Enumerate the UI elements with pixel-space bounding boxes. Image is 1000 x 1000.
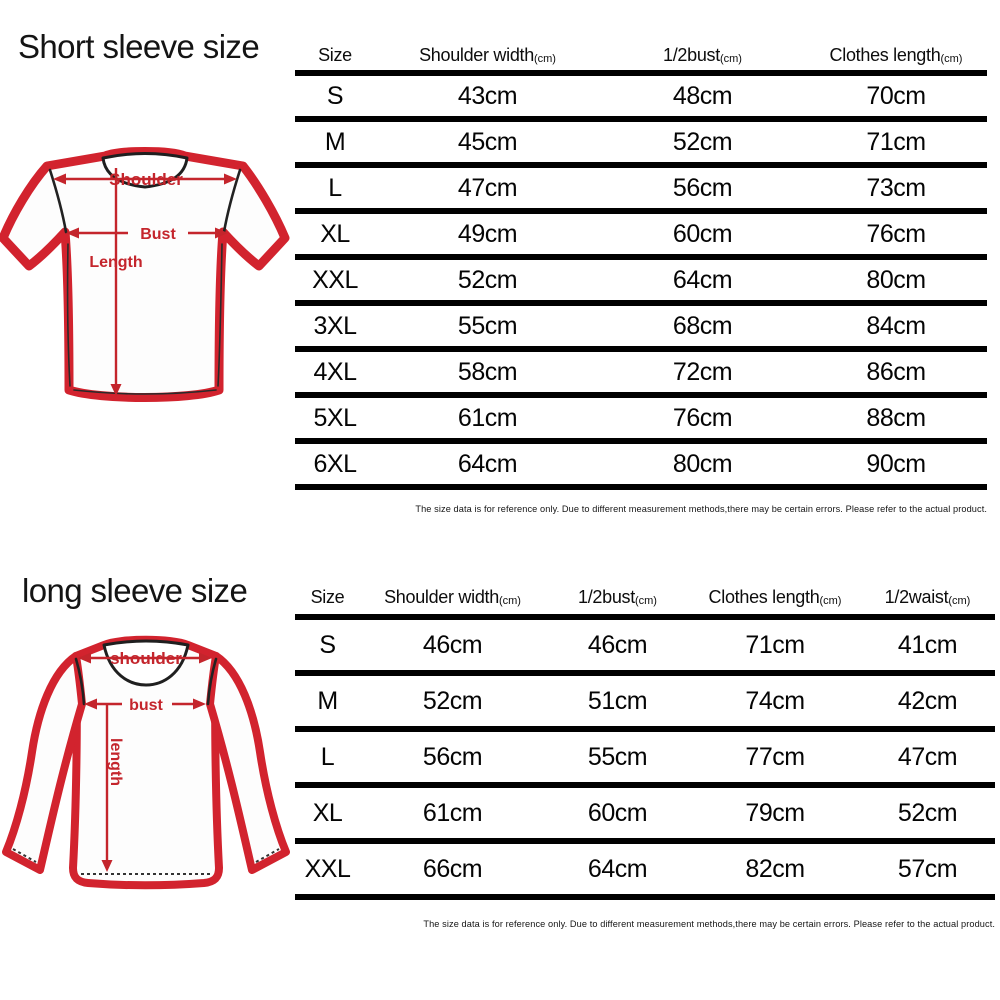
value-cell: 64cm xyxy=(672,265,733,294)
value-cell: 80cm xyxy=(672,449,733,478)
table-header-row xyxy=(295,580,995,620)
value-cell: 52cm xyxy=(897,798,958,827)
value-cell: 61cm xyxy=(457,403,518,432)
unit-suffix: (cm) xyxy=(498,594,521,607)
table-row xyxy=(295,398,987,444)
column-header: Shoulder width(cm) xyxy=(384,586,521,607)
table-row xyxy=(295,788,995,844)
column-header: Shoulder width(cm) xyxy=(419,44,556,65)
column-header: Size xyxy=(310,586,345,607)
size-cell: L xyxy=(328,173,342,202)
long-sleeve-size-table xyxy=(295,580,995,900)
value-cell: 64cm xyxy=(457,449,518,478)
shoulder-measure-label: Shoulder xyxy=(109,170,183,189)
value-cell: 71cm xyxy=(745,630,805,659)
value-cell: 56cm xyxy=(672,173,733,202)
unit-suffix: (cm) xyxy=(940,52,963,65)
short-table-disclaimer: The size data is for reference only. Due to different measurement methods,there may be certain errors. Please refer to the actual product. xyxy=(415,504,987,514)
size-cell: XL xyxy=(312,798,343,827)
value-cell: 84cm xyxy=(866,311,926,340)
size-cell: XXL xyxy=(312,265,358,294)
value-cell: 41cm xyxy=(897,630,958,659)
table-row xyxy=(295,168,987,214)
column-header: Size xyxy=(318,44,352,65)
table-row xyxy=(295,676,995,732)
value-cell: 49cm xyxy=(457,219,518,248)
size-cell: L xyxy=(320,742,335,771)
value-cell: 57cm xyxy=(897,854,958,883)
value-cell: 52cm xyxy=(422,686,483,715)
value-cell: 77cm xyxy=(745,742,805,771)
unit-suffix: (cm) xyxy=(948,594,971,607)
value-cell: 46cm xyxy=(422,630,483,659)
unit-suffix: (cm) xyxy=(719,52,742,65)
unit-suffix: (cm) xyxy=(819,594,842,607)
value-cell: 90cm xyxy=(866,449,926,478)
column-header: Clothes length(cm) xyxy=(829,44,963,65)
value-cell: 71cm xyxy=(866,127,926,156)
value-cell: 60cm xyxy=(587,798,648,827)
table-row xyxy=(295,306,987,352)
value-cell: 79cm xyxy=(745,798,805,827)
table-header-row xyxy=(295,40,987,76)
value-cell: 68cm xyxy=(672,311,733,340)
size-cell: XL xyxy=(320,219,350,248)
value-cell: 58cm xyxy=(457,357,518,386)
long-table-disclaimer: The size data is for reference only. Due to different measurement methods,there may be certain errors. Please refer to the actual product. xyxy=(423,919,995,929)
value-cell: 73cm xyxy=(866,173,926,202)
size-cell: M xyxy=(324,127,346,156)
table-row xyxy=(295,352,987,398)
long-sleeve-shirt-diagram xyxy=(0,612,292,912)
unit-suffix: (cm) xyxy=(533,52,556,65)
length-measure-label: length xyxy=(107,738,124,786)
size-cell: S xyxy=(326,81,344,110)
table-row xyxy=(295,844,995,900)
value-cell: 55cm xyxy=(587,742,648,771)
value-cell: 42cm xyxy=(897,686,958,715)
value-cell: 72cm xyxy=(672,357,733,386)
column-header: 1/2waist(cm) xyxy=(884,586,971,607)
column-header: 1/2bust(cm) xyxy=(578,586,657,607)
value-cell: 47cm xyxy=(897,742,958,771)
value-cell: 76cm xyxy=(672,403,733,432)
table-row xyxy=(295,444,987,490)
table-row xyxy=(295,732,995,788)
value-cell: 80cm xyxy=(866,265,926,294)
value-cell: 56cm xyxy=(422,742,483,771)
size-cell: S xyxy=(319,630,336,659)
short-sleeve-title: Short sleeve size xyxy=(18,28,260,65)
long-sleeve-title: long sleeve size xyxy=(22,572,248,609)
table-row xyxy=(295,76,987,122)
table-row xyxy=(295,214,987,260)
unit-suffix: (cm) xyxy=(634,594,657,607)
value-cell: 74cm xyxy=(745,686,805,715)
shoulder-measure-label: shoulder xyxy=(110,649,182,668)
size-cell: 3XL xyxy=(313,311,357,340)
value-cell: 51cm xyxy=(587,686,648,715)
length-measure-label: Length xyxy=(89,254,143,271)
bust-measure-label: bust xyxy=(129,697,163,714)
value-cell: 64cm xyxy=(587,854,648,883)
size-cell: M xyxy=(317,686,338,715)
short-sleeve-size-table xyxy=(295,40,987,490)
value-cell: 52cm xyxy=(672,127,733,156)
value-cell: 46cm xyxy=(587,630,648,659)
size-cell: 4XL xyxy=(313,357,357,386)
value-cell: 48cm xyxy=(672,81,733,110)
bust-measure-label: Bust xyxy=(140,226,176,243)
value-cell: 70cm xyxy=(866,81,926,110)
size-cell: XXL xyxy=(304,854,351,883)
value-cell: 86cm xyxy=(866,357,926,386)
value-cell: 88cm xyxy=(866,403,926,432)
column-header: 1/2bust(cm) xyxy=(663,44,742,65)
size-cell: 6XL xyxy=(313,449,357,478)
value-cell: 47cm xyxy=(457,173,518,202)
value-cell: 82cm xyxy=(745,854,805,883)
value-cell: 43cm xyxy=(457,81,518,110)
table-row xyxy=(295,620,995,676)
short-sleeve-shirt-diagram xyxy=(0,140,290,430)
value-cell: 60cm xyxy=(672,219,733,248)
value-cell: 61cm xyxy=(422,798,483,827)
table-row xyxy=(295,122,987,168)
value-cell: 45cm xyxy=(457,127,518,156)
value-cell: 55cm xyxy=(457,311,518,340)
column-header: Clothes length(cm) xyxy=(708,586,842,607)
value-cell: 52cm xyxy=(457,265,518,294)
table-row xyxy=(295,260,987,306)
value-cell: 66cm xyxy=(422,854,483,883)
value-cell: 76cm xyxy=(866,219,926,248)
size-cell: 5XL xyxy=(313,403,357,432)
